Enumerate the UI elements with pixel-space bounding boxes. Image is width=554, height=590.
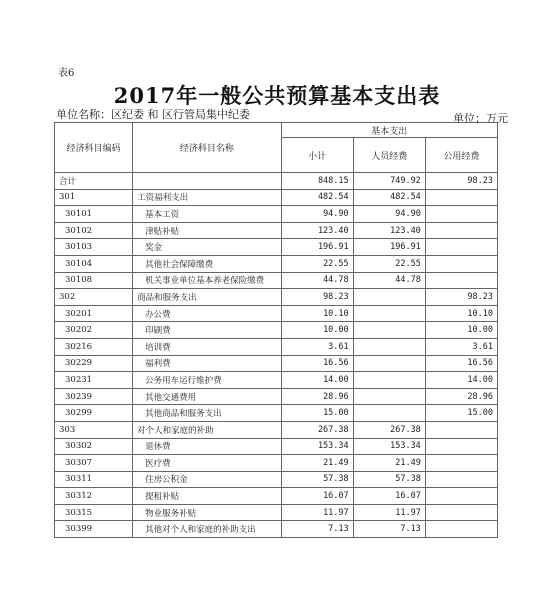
cell-public: 3.61 <box>425 338 497 355</box>
cell-public <box>425 272 497 289</box>
cell-code: 302 <box>55 289 133 306</box>
cell-code: 30201 <box>55 305 133 322</box>
table-row <box>55 438 498 455</box>
cell-code: 30102 <box>55 222 133 239</box>
cell-public: 16.56 <box>425 355 497 372</box>
cell-name: 住房公积金 <box>133 471 281 488</box>
cell-name: 机关事业单位基本养老保险缴费 <box>133 272 281 289</box>
cell-subtotal: 22.55 <box>281 255 353 272</box>
cell-subtotal: 94.90 <box>281 206 353 223</box>
header-public: 公用经费 <box>425 138 497 173</box>
cell-code: 30202 <box>55 322 133 339</box>
cell-personnel <box>353 305 425 322</box>
cell-name: 其他社会保障缴费 <box>133 255 281 272</box>
cell-subtotal: 123.40 <box>281 222 353 239</box>
budget-table <box>54 122 498 538</box>
table-row <box>55 189 498 206</box>
cell-public <box>425 521 497 538</box>
cell-code: 30311 <box>55 471 133 488</box>
header-basic-expenditure: 基本支出 <box>281 123 498 138</box>
cell-personnel: 196.91 <box>353 239 425 256</box>
table-row <box>55 372 498 389</box>
cell-public <box>425 471 497 488</box>
cell-public: 10.10 <box>425 305 497 322</box>
cell-personnel <box>353 405 425 422</box>
cell-subtotal: 98.23 <box>281 289 353 306</box>
table-body <box>55 173 498 538</box>
table-row <box>55 322 498 339</box>
cell-subtotal: 28.96 <box>281 388 353 405</box>
cell-name: 其他商品和服务支出 <box>133 405 281 422</box>
header-name: 经济科目名称 <box>133 123 281 173</box>
cell-subtotal: 57.38 <box>281 471 353 488</box>
cell-personnel: 11.97 <box>353 504 425 521</box>
cell-name: 奖金 <box>133 239 281 256</box>
cell-public: 14.00 <box>425 372 497 389</box>
cell-personnel <box>353 322 425 339</box>
table-row <box>55 504 498 521</box>
cell-code: 30307 <box>55 455 133 472</box>
cell-public <box>425 438 497 455</box>
cell-subtotal: 11.97 <box>281 504 353 521</box>
cell-code: 303 <box>55 421 133 438</box>
document-title: 2017年一般公共预算基本支出表 <box>113 83 441 108</box>
cell-public <box>425 222 497 239</box>
cell-code: 30229 <box>55 355 133 372</box>
cell-subtotal: 15.00 <box>281 405 353 422</box>
cell-name: 其他交通费用 <box>133 388 281 405</box>
cell-subtotal: 848.15 <box>281 173 353 190</box>
cell-code: 30231 <box>55 372 133 389</box>
cell-subtotal: 3.61 <box>281 338 353 355</box>
cell-personnel <box>353 355 425 372</box>
cell-subtotal: 16.56 <box>281 355 353 372</box>
table-row <box>55 471 498 488</box>
cell-name: 工资福利支出 <box>133 189 281 206</box>
table-row <box>55 173 498 190</box>
table-row <box>55 338 498 355</box>
table-row <box>55 455 498 472</box>
unit-name: 单位名称：区纪委 和 区行管局集中纪委 <box>56 108 250 121</box>
cell-personnel: 44.78 <box>353 272 425 289</box>
cell-personnel: 57.38 <box>353 471 425 488</box>
cell-public <box>425 455 497 472</box>
cell-personnel <box>353 289 425 306</box>
table-row <box>55 206 498 223</box>
cell-subtotal: 7.13 <box>281 521 353 538</box>
cell-subtotal: 482.54 <box>281 189 353 206</box>
cell-personnel: 749.92 <box>353 173 425 190</box>
cell-name: 其他对个人和家庭的补助支出 <box>133 521 281 538</box>
cell-subtotal: 10.00 <box>281 322 353 339</box>
cell-code: 30104 <box>55 255 133 272</box>
cell-code: 30216 <box>55 338 133 355</box>
cell-name: 印刷费 <box>133 322 281 339</box>
cell-name: 退休费 <box>133 438 281 455</box>
header-personnel: 人员经费 <box>353 138 425 173</box>
cell-personnel <box>353 388 425 405</box>
cell-name: 医疗费 <box>133 455 281 472</box>
cell-personnel: 22.55 <box>353 255 425 272</box>
cell-name: 商品和服务支出 <box>133 289 281 306</box>
cell-code: 30299 <box>55 405 133 422</box>
header-subtotal: 小计 <box>281 138 353 173</box>
cell-public <box>425 504 497 521</box>
cell-personnel <box>353 372 425 389</box>
table-row <box>55 289 498 306</box>
cell-public <box>425 255 497 272</box>
cell-name: 提租补贴 <box>133 488 281 505</box>
cell-subtotal: 21.49 <box>281 455 353 472</box>
cell-code: 30312 <box>55 488 133 505</box>
cell-subtotal: 153.34 <box>281 438 353 455</box>
cell-name: 福利费 <box>133 355 281 372</box>
cell-subtotal: 10.10 <box>281 305 353 322</box>
currency-unit: 单位：万元 <box>453 112 508 125</box>
cell-subtotal: 16.07 <box>281 488 353 505</box>
table-row <box>55 521 498 538</box>
table-row <box>55 222 498 239</box>
cell-code: 30239 <box>55 388 133 405</box>
cell-code: 30108 <box>55 272 133 289</box>
cell-subtotal: 267.38 <box>281 421 353 438</box>
cell-subtotal: 14.00 <box>281 372 353 389</box>
table-row <box>55 421 498 438</box>
cell-public: 98.23 <box>425 289 497 306</box>
cell-code: 30302 <box>55 438 133 455</box>
cell-code: 30103 <box>55 239 133 256</box>
table-row <box>55 488 498 505</box>
table-row <box>55 305 498 322</box>
cell-public <box>425 421 497 438</box>
cell-name: 基本工资 <box>133 206 281 223</box>
cell-public <box>425 488 497 505</box>
cell-public: 10.00 <box>425 322 497 339</box>
cell-public <box>425 206 497 223</box>
cell-public <box>425 189 497 206</box>
table-row <box>55 405 498 422</box>
cell-personnel <box>353 338 425 355</box>
header-code: 经济科目编码 <box>55 123 133 173</box>
cell-code: 30101 <box>55 206 133 223</box>
cell-code: 30315 <box>55 504 133 521</box>
cell-personnel: 153.34 <box>353 438 425 455</box>
cell-code: 30399 <box>55 521 133 538</box>
table-number: 表6 <box>58 68 75 79</box>
cell-personnel: 16.07 <box>353 488 425 505</box>
cell-code: 301 <box>55 189 133 206</box>
cell-personnel: 267.38 <box>353 421 425 438</box>
cell-public: 98.23 <box>425 173 497 190</box>
table-row <box>55 355 498 372</box>
cell-code: 合计 <box>55 173 133 190</box>
table-row <box>55 239 498 256</box>
cell-personnel: 482.54 <box>353 189 425 206</box>
cell-personnel: 21.49 <box>353 455 425 472</box>
cell-public: 28.96 <box>425 388 497 405</box>
cell-name <box>133 173 281 190</box>
table-row <box>55 272 498 289</box>
cell-name: 物业服务补贴 <box>133 504 281 521</box>
cell-personnel: 7.13 <box>353 521 425 538</box>
cell-personnel: 123.40 <box>353 222 425 239</box>
table-row <box>55 388 498 405</box>
cell-name: 办公费 <box>133 305 281 322</box>
cell-public <box>425 239 497 256</box>
cell-name: 培训费 <box>133 338 281 355</box>
cell-public: 15.00 <box>425 405 497 422</box>
cell-subtotal: 196.91 <box>281 239 353 256</box>
cell-name: 公务用车运行维护费 <box>133 372 281 389</box>
cell-name: 津贴补贴 <box>133 222 281 239</box>
cell-name: 对个人和家庭的补助 <box>133 421 281 438</box>
table-header <box>55 123 498 173</box>
table-row <box>55 255 498 272</box>
cell-subtotal: 44.78 <box>281 272 353 289</box>
cell-personnel: 94.90 <box>353 206 425 223</box>
